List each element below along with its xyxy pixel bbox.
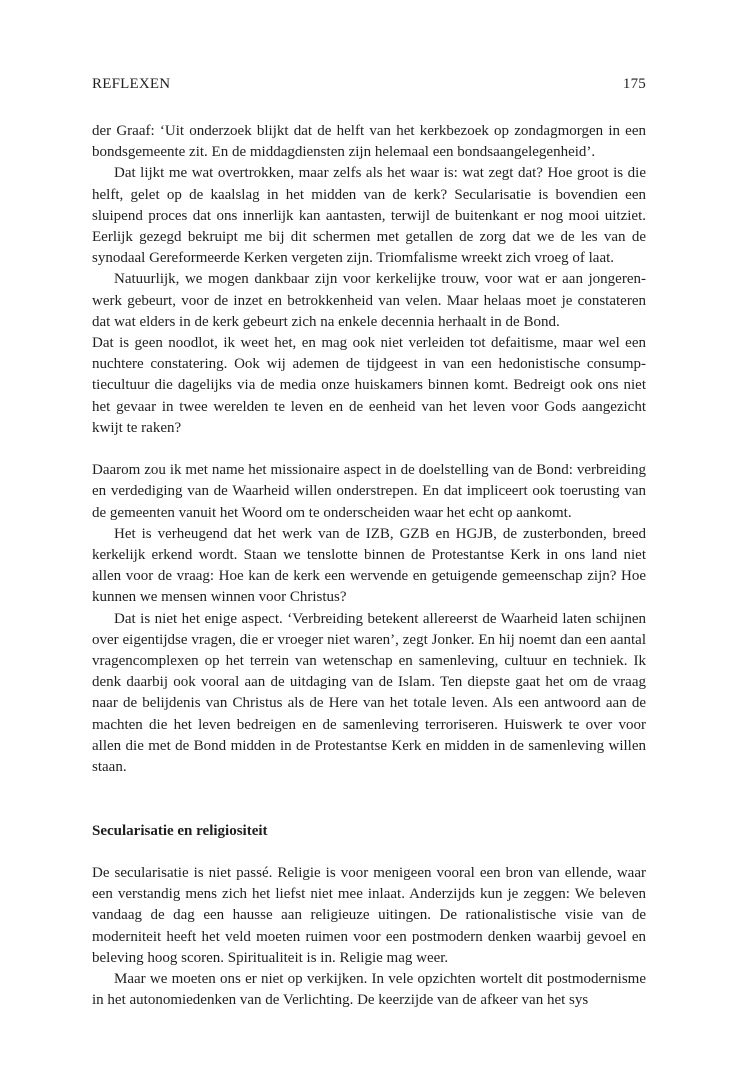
section-spacer — [92, 778, 646, 820]
paragraph-spacer — [92, 439, 646, 460]
paragraph: Dat lijkt me wat overtrokken, maar zelfs als het waar is: wat zegt dat? Hoe groot is die helft, gelet op de kaalslag in het midden van de kerk? Secularisatie is bovendien een sluipend proces dat ons innerlijk kan aantasten, terwijl de buitenkant er nog mooi uitziet. Eerlijk gezegd bekruipt me bij dit schermen met getallen de zorg dat we de les van de synodaal Gereformeerde Kerken vergeten zijn. Triomfalisme wreekt zich vroeg of laat. — [92, 165, 646, 267]
paragraph: Maar we moeten ons er niet op verkijken. In vele opzichten wortelt dit postmodernisme in het autonomiedenken van de Verlichting. De keerzijde van de afkeer van het sys — [92, 971, 646, 1009]
section-heading: Secularisatie en religiositeit — [92, 822, 268, 839]
paragraph: Dat is niet het enige aspect. ‘Verbreiding betekent allereerst de Waarheid laten schijnen over eigentijdse vragen, die er vroeger niet waren’, zegt Jonker. En hij noemt dan een aantal vragencomplexen op het terrein van wetenschap en samenleving, cultuur en techniek. Ik denk daarbij ook vooral aan de uitdaging van de Islam. Ten diepste gaat het om de vraag naar de belijdenis van Christus als de Here van het totale leven. Als een antwoord aan de machten die het leven bedreigen en de samenleving terroriseren. Huiswerk te over voor allen die met de Bond midden in de Protestantse Kerk en midden in de samenleving willen staan. — [92, 610, 646, 776]
paragraph: Daarom zou ik met name het missionaire aspect in de doelstelling van de Bond: verbreiding en verdediging van de Waarheid willen onderstrepen. En dat impliceert ook toerusting van de gemeenten vanuit het Woord om te onderscheiden waar het echt op aankomt. — [92, 462, 646, 521]
paragraph: Het is verheugend dat het werk van de IZB, GZB en HGJB, de zusterbonden, breed kerkelijk erkend wordt. Staan we tenslotte binnen de Protestantse Kerk in ons land niet allen voor de vraag: Hoe kan de kerk een wervende en getuigende gemeenschap zijn? Hoe kunnen we mensen winnen voor Christus? — [92, 525, 646, 606]
heading-spacer — [92, 842, 646, 863]
page-number: 175 — [622, 76, 646, 92]
paragraph: De secularisatie is niet passé. Religie is voor menigeen vooral een bron van ellende, waar een verstandig mens zich het liefst niet mee inlaat. Anderzijds kun je zeggen: We beleven vandaag de dag een hausse aan religieuze uitingen. De rationalistische visie van de moderniteit heeft het veld moeten ruimen voor een postmodern denken waarbij gevoel en beleving hoog scoren. Spiritualiteit is in. Religie mag weer. — [92, 865, 646, 966]
page-body — [92, 121, 646, 1011]
paragraph: der Graaf: ‘Uit onderzoek blijkt dat de helft van het kerkbezoek op zondagmorgen in een bondsgemeente zit. En de middagdiensten zijn helemaal een bondsaangelegenheid’. — [92, 123, 646, 161]
running-title: REFLEXEN — [92, 76, 171, 92]
paragraph: Dat is geen noodlot, ik weet het, en mag ook niet verleiden tot defaitisme, maar wel een nuchtere constatering. Ook wij ademen de tijdgeest in van een hedonistische consumptiecultuur die dagelijks via de media onze huiskamers binnen komt. Bedreigt ook ons niet het gevaar in twee werelden te leven en de eenheid van het leven voor Gods aangezicht kwijt te raken? — [92, 335, 646, 436]
running-header — [92, 76, 646, 98]
paragraph: Natuurlijk, we mogen dankbaar zijn voor kerkelijke trouw, voor wat er aan jongerenwerk gebeurt, voor de inzet en betrokkenheid van velen. Maar helaas moet je constateren dat wat elders in de kerk gebeurt zich na enkele decennia herhaalt in de Bond. — [92, 271, 646, 330]
